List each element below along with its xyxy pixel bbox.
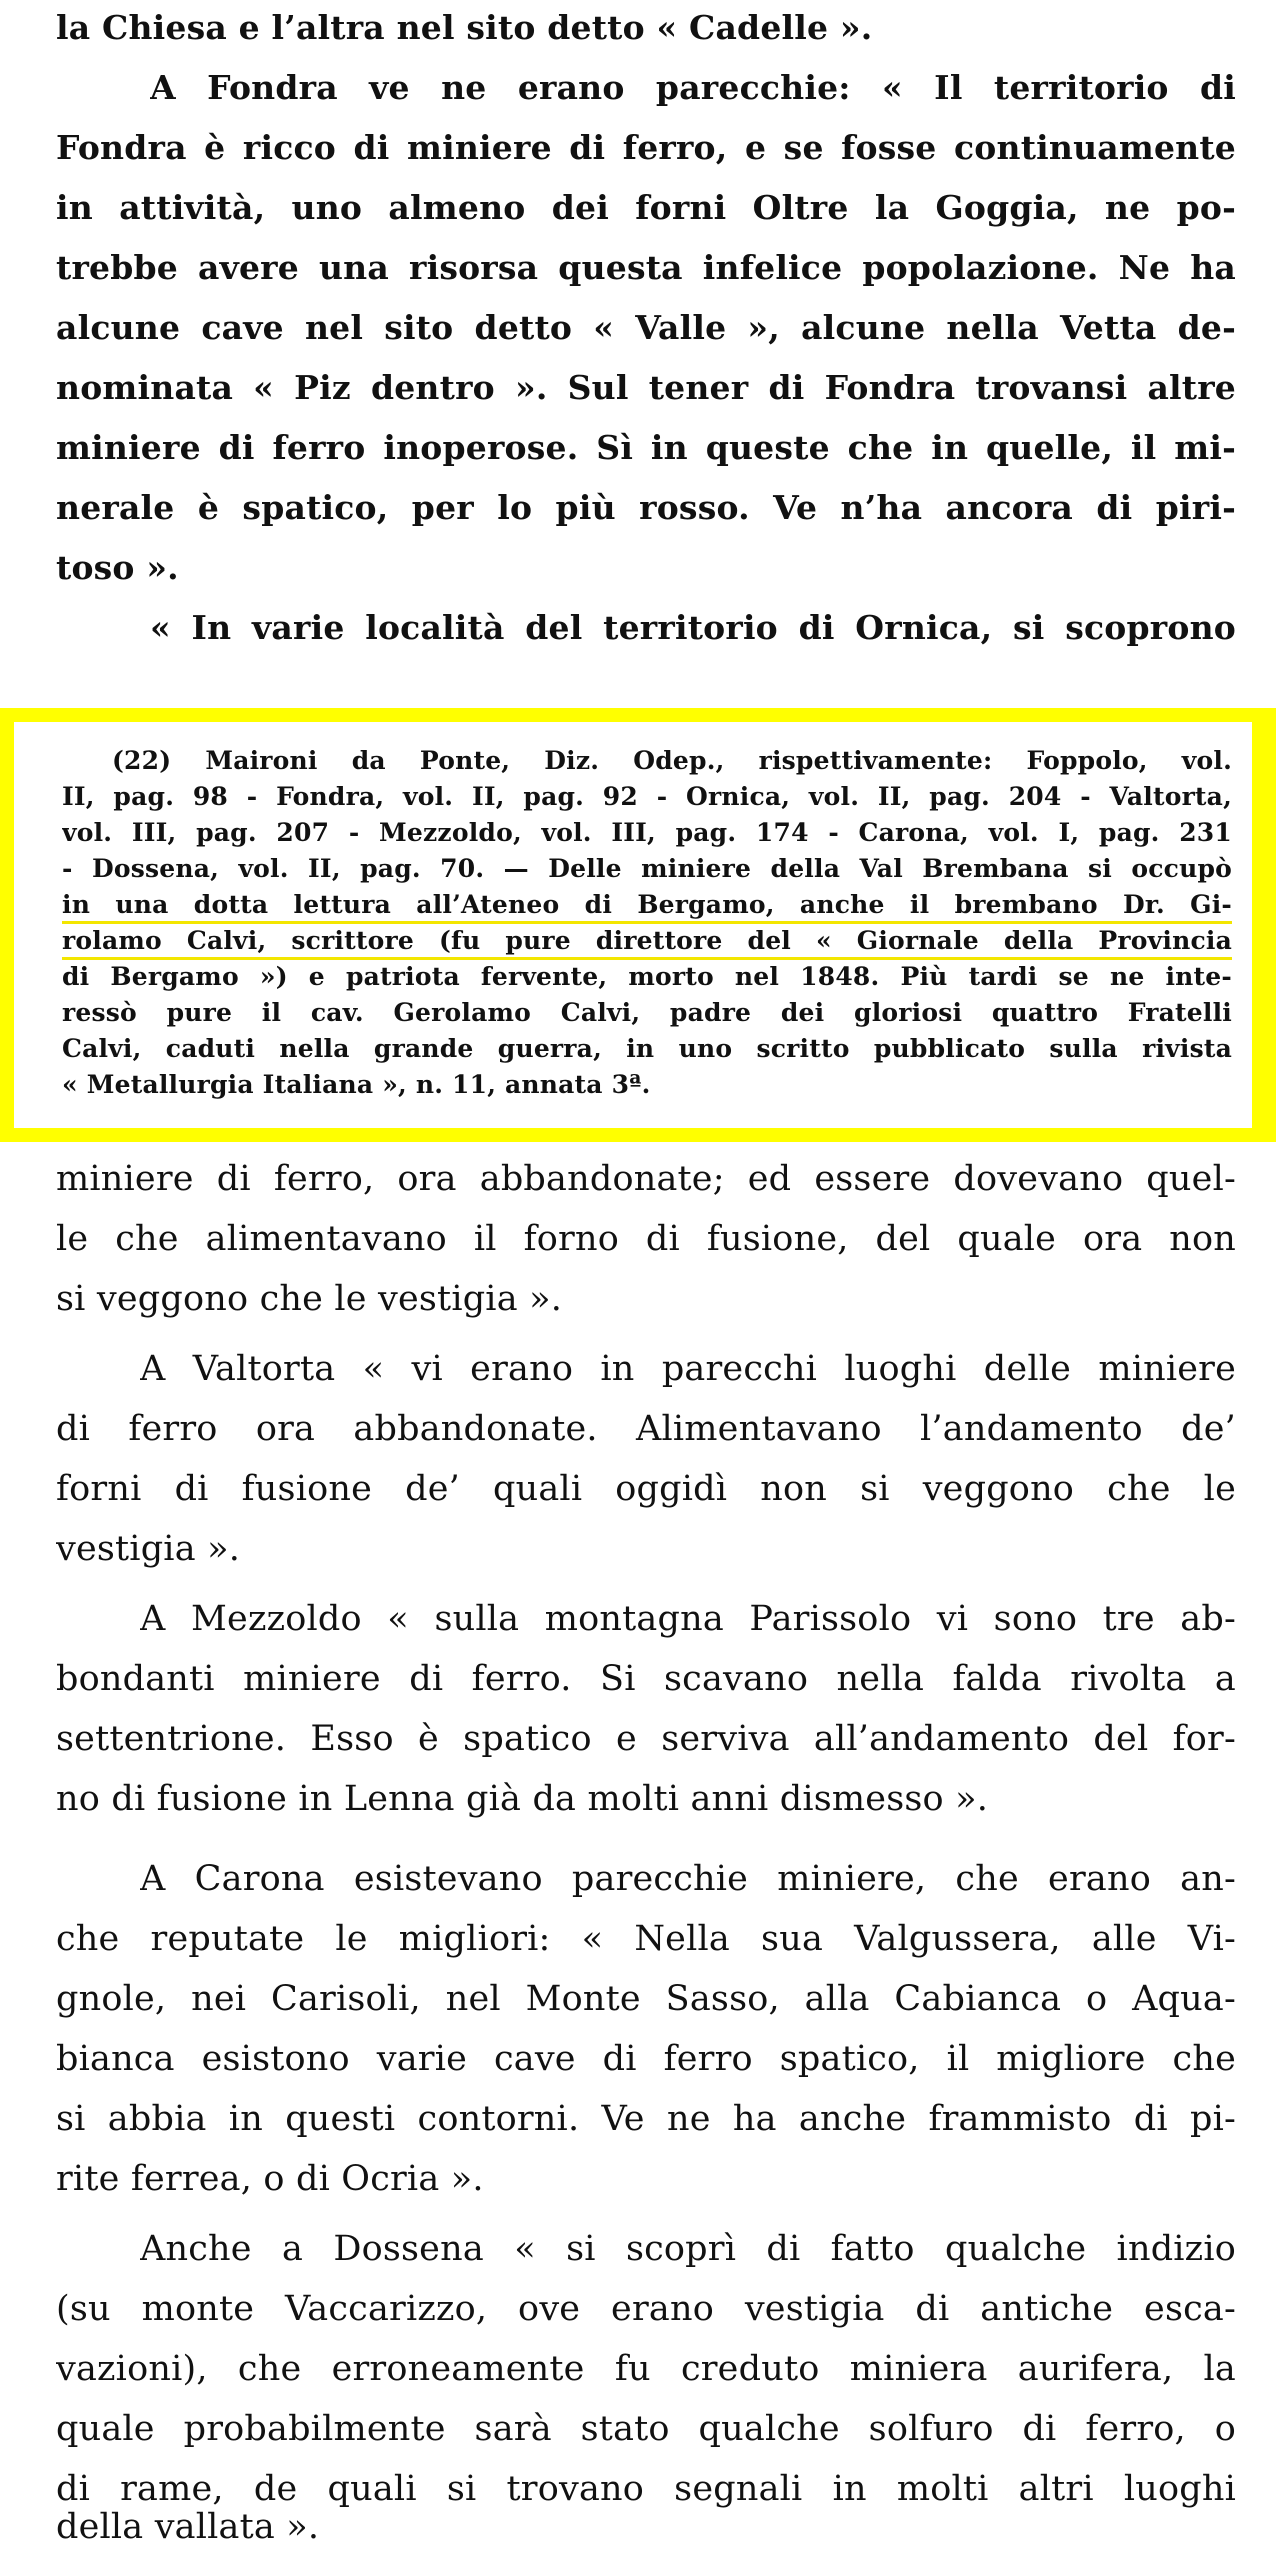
text-line: (su monte Vaccarizzo, ove erano vestigia di antiche esca- [56, 2289, 1236, 2329]
text-line: si veggono che le vestigia ». [56, 1279, 563, 1319]
footnote-highlight-frame [0, 708, 1276, 1142]
footnote-line: « Metallurgia Italiana », n. 11, annata 3ª. [62, 1070, 651, 1099]
text-line: nerale è spatico, per lo più rosso. Ve n’ha ancora di piri- [56, 488, 1236, 527]
text-line: quale probabilmente sarà stato qualche solfuro di ferro, o [56, 2409, 1236, 2449]
text-line: miniere di ferro, ora abbandonate; ed essere dovevano quel- [56, 1159, 1236, 1199]
text-line: rite ferrea, o di Ocria ». [56, 2159, 484, 2199]
text-line: A Valtorta « vi erano in parecchi luoghi delle miniere [140, 1349, 1236, 1389]
text-line: si abbia in questi contorni. Ve ne ha anche frammisto di pi- [56, 2099, 1236, 2139]
footnote-line: Calvi, caduti nella grande guerra, in uno scritto pubblicato sulla rivista [62, 1034, 1232, 1063]
text-line: bianca esistono varie cave di ferro spatico, il migliore che [56, 2039, 1236, 2079]
text-line: della vallata ». [56, 2507, 320, 2547]
text-line: trebbe avere una risorsa questa infelice popolazione. Ne ha [56, 248, 1236, 287]
text-line: che reputate le migliori: « Nella sua Valgussera, alle Vi- [56, 1919, 1236, 1959]
text-line: nominata « Piz dentro ». Sul tener di Fondra trovansi altre [56, 368, 1236, 407]
footnote-line-underlined: in una dotta lettura all’Ateneo di Bergamo, anche il brembano Dr. Gi- [62, 890, 1232, 924]
text-line: di rame, de quali si trovano segnali in molti altri luoghi [56, 2469, 1236, 2509]
text-line: in attività, uno almeno dei forni Oltre la Goggia, ne po- [56, 188, 1236, 227]
text-line: A Mezzoldo « sulla montagna Parissolo vi sono tre ab- [140, 1599, 1236, 1639]
text-line: settentrione. Esso è spatico e serviva all’andamento del for- [56, 1719, 1236, 1759]
footnote-line: ressò pure il cav. Gerolamo Calvi, padre dei gloriosi quattro Fratelli [62, 998, 1232, 1027]
footnote [14, 722, 1252, 1128]
footnote-line: vol. III, pag. 207 - Mezzoldo, vol. III, pag. 174 - Carona, vol. I, pag. 231 [62, 818, 1232, 847]
text-line: di ferro ora abbandonate. Alimentavano l’andamento de’ [56, 1409, 1236, 1449]
text-line: A Fondra ve ne erano parecchie: « Il territorio di [150, 68, 1236, 107]
text-line: le che alimentavano il forno di fusione, del quale ora non [56, 1219, 1236, 1259]
footnote-line: - Dossena, vol. II, pag. 70. — Delle miniere della Val Brembana si occupò [62, 854, 1232, 883]
text-line: forni di fusione de’ quali oggidì non si veggono che le [56, 1469, 1236, 1509]
text-line: la Chiesa e l’altra nel sito detto « Cadelle ». [56, 8, 873, 47]
text-line: toso ». [56, 548, 179, 587]
text-line: Anche a Dossena « si scoprì di fatto qualche indizio [140, 2229, 1236, 2269]
text-line: vazioni), che erroneamente fu creduto miniera aurifera, la [56, 2349, 1236, 2389]
text-line: gnole, nei Carisoli, nel Monte Sasso, alla Cabianca o Aqua- [56, 1979, 1236, 2019]
text-line: A Carona esistevano parecchie miniere, che erano an- [140, 1859, 1236, 1899]
footnote-line: (22) Maironi da Ponte, Diz. Odep., rispettivamente: Foppolo, vol. [112, 746, 1232, 775]
text-line: bondanti miniere di ferro. Si scavano nella falda rivolta a [56, 1659, 1236, 1699]
footnote-line: II, pag. 98 - Fondra, vol. II, pag. 92 - Ornica, vol. II, pag. 204 - Valtorta, [62, 782, 1232, 811]
text-line: alcune cave nel sito detto « Valle », alcune nella Vetta de- [56, 308, 1236, 347]
text-line: Fondra è ricco di miniere di ferro, e se fosse continuamente [56, 128, 1236, 167]
text-line: miniere di ferro inoperose. Sì in queste che in quelle, il mi- [56, 428, 1236, 467]
text-line: « In varie località del territorio di Ornica, si scoprono [150, 608, 1236, 647]
footnote-line-underlined: rolamo Calvi, scrittore (fu pure direttore del « Giornale della Provincia [62, 926, 1232, 960]
text-line: vestigia ». [56, 1529, 241, 1569]
text-line: no di fusione in Lenna già da molti anni dismesso ». [56, 1779, 989, 1819]
footnote-line: di Bergamo ») e patriota fervente, morto nel 1848. Più tardi se ne inte- [62, 962, 1232, 991]
